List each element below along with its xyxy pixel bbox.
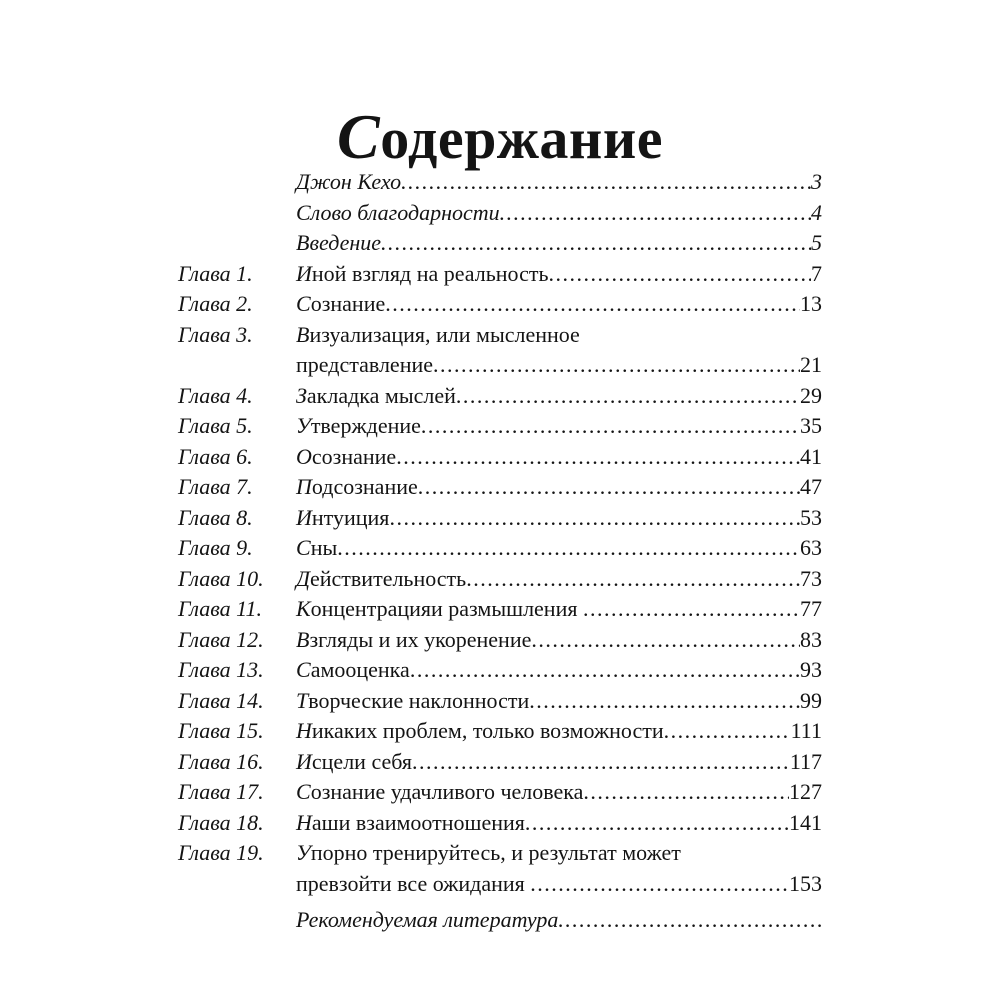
chapter-label: Глава 19. bbox=[178, 840, 264, 865]
title-initial: З bbox=[296, 382, 307, 408]
dot-leader bbox=[418, 472, 800, 503]
chapter-label: Глава 11. bbox=[178, 596, 262, 621]
dot-leader bbox=[531, 625, 800, 656]
toc-entry-title bbox=[296, 442, 396, 473]
toc-page-number: 141 bbox=[789, 809, 822, 835]
toc-chapter-item[interactable] bbox=[178, 381, 822, 412]
toc-entry-title-continued: представление bbox=[296, 352, 434, 377]
dot-leader bbox=[421, 411, 800, 442]
toc-page-number: 53 bbox=[800, 504, 822, 530]
dot-leader bbox=[530, 869, 789, 900]
chapter-label: Глава 9. bbox=[178, 535, 253, 560]
toc-entry-title-continued: превзойти все ожидания bbox=[296, 870, 531, 896]
toc-entry-title bbox=[296, 808, 525, 839]
chapter-label: Глава 13. bbox=[178, 657, 264, 682]
toc-chapter-item[interactable] bbox=[178, 472, 822, 503]
toc-entry-title bbox=[296, 716, 664, 747]
toc-entry-title bbox=[296, 686, 529, 717]
toc-page-number: 47 bbox=[800, 474, 822, 499]
title-initial: И bbox=[296, 504, 312, 530]
title-initial: О bbox=[296, 443, 312, 469]
toc-page-number: 83 bbox=[800, 626, 822, 652]
chapter-label: Глава 2. bbox=[178, 291, 253, 316]
title-initial: С bbox=[296, 657, 311, 682]
title-initial: Н bbox=[296, 809, 312, 835]
toc-page-number: 111 bbox=[790, 718, 822, 743]
toc-page-number: 117 bbox=[789, 748, 822, 774]
dot-leader bbox=[401, 167, 811, 198]
title-rest: сцели себя bbox=[311, 748, 413, 774]
toc-chapter-item[interactable] bbox=[178, 442, 822, 473]
toc-chapter-item[interactable] bbox=[178, 625, 822, 656]
title-rest: аши взаимоотношения bbox=[311, 809, 525, 835]
chapter-label: Глава 4. bbox=[178, 382, 253, 408]
toc-entry-title bbox=[296, 594, 583, 625]
toc-entry-title bbox=[296, 625, 531, 656]
toc-front-matter-item[interactable] bbox=[178, 167, 822, 198]
chapter-label: Глава 18. bbox=[178, 809, 264, 835]
title-rest: изуализация, или мысленное bbox=[309, 321, 580, 347]
toc-page-number: 3 bbox=[811, 169, 822, 194]
title-rest: ознание удачливого человека bbox=[310, 779, 584, 804]
dot-leader bbox=[410, 655, 800, 686]
title-rest: ны bbox=[310, 535, 338, 560]
toc-entry-title bbox=[296, 777, 583, 808]
title-rest: одержание bbox=[380, 105, 663, 171]
toc-entry-title bbox=[296, 472, 418, 503]
chapter-label: Глава 5. bbox=[178, 413, 253, 438]
toc-entry-title: Введение bbox=[296, 230, 382, 255]
dot-leader bbox=[389, 503, 800, 534]
toc-front-matter-item[interactable] bbox=[178, 228, 822, 259]
title-rest: ворческие наклонности bbox=[308, 687, 530, 713]
title-initial: П bbox=[296, 474, 312, 499]
toc-chapter-item[interactable] bbox=[178, 716, 822, 747]
toc-entry-title bbox=[296, 503, 389, 534]
title-rest: ной взгляд на реальность bbox=[311, 260, 549, 286]
title-initial: У bbox=[296, 413, 311, 438]
toc-back-matter-item[interactable] bbox=[178, 905, 822, 936]
title-initial: У bbox=[296, 840, 311, 865]
toc-page-number: 5 bbox=[811, 230, 822, 255]
toc-entry-title bbox=[296, 289, 385, 320]
toc-chapter-item[interactable] bbox=[178, 655, 822, 686]
title-initial: С bbox=[296, 535, 311, 560]
title-initial: Т bbox=[296, 687, 309, 713]
toc-entry-title bbox=[296, 411, 421, 442]
toc-page-number: 4 bbox=[811, 199, 822, 225]
title-initial: Д bbox=[296, 565, 310, 591]
toc-page-number: 73 bbox=[800, 565, 822, 591]
toc-page-number: 7 bbox=[811, 260, 822, 286]
toc-entry-title bbox=[296, 259, 549, 290]
toc-entry-title bbox=[296, 747, 412, 778]
dot-leader bbox=[385, 289, 800, 320]
toc-front-matter-item[interactable] bbox=[178, 198, 822, 229]
toc-page-number: 21 bbox=[800, 352, 822, 377]
toc-entry-title bbox=[296, 564, 466, 595]
toc-chapter-item[interactable] bbox=[178, 320, 822, 381]
title-rest: тверждение bbox=[310, 413, 421, 438]
dot-leader bbox=[396, 442, 800, 473]
title-rest: сознание bbox=[311, 443, 397, 469]
dot-leader bbox=[583, 777, 789, 808]
title-initial: И bbox=[296, 260, 312, 286]
chapter-label: Глава 17. bbox=[178, 779, 264, 804]
toc-page-number: 77 bbox=[800, 596, 822, 621]
toc-entry-title bbox=[296, 381, 456, 412]
toc-chapter-item[interactable] bbox=[178, 411, 822, 442]
toc-chapter-item[interactable] bbox=[178, 777, 822, 808]
dot-leader bbox=[549, 259, 812, 290]
chapter-label: Глава 3. bbox=[178, 321, 253, 347]
toc-entry-title: Рекомендуемая литература bbox=[296, 907, 559, 932]
chapter-label: Глава 10. bbox=[178, 565, 264, 591]
title-initial: С bbox=[337, 100, 381, 172]
toc-entry-title: Слово благодарности bbox=[296, 199, 500, 225]
toc-page-number: 99 bbox=[800, 687, 822, 713]
toc-chapter-item[interactable] bbox=[178, 564, 822, 595]
toc-chapter-item[interactable] bbox=[178, 594, 822, 625]
title-rest: ействительность bbox=[310, 565, 467, 591]
chapter-label: Глава 15. bbox=[178, 718, 264, 743]
toc-page-number: 93 bbox=[800, 657, 822, 682]
dot-leader bbox=[381, 228, 811, 259]
title-rest: нтуиция bbox=[311, 504, 390, 530]
toc-chapter-item[interactable] bbox=[178, 747, 822, 778]
title-rest: ознание bbox=[310, 291, 386, 316]
dot-leader bbox=[337, 533, 800, 564]
toc-page-number: 153 bbox=[789, 870, 822, 896]
table-of-contents bbox=[178, 167, 822, 936]
dot-leader bbox=[525, 808, 789, 839]
chapter-label: Глава 14. bbox=[178, 687, 264, 713]
dot-leader bbox=[466, 564, 800, 595]
dot-leader bbox=[529, 686, 800, 717]
title-initial: В bbox=[296, 626, 310, 652]
toc-chapter-item[interactable] bbox=[178, 686, 822, 717]
toc-page-number: 35 bbox=[800, 413, 822, 438]
toc-chapter-item[interactable] bbox=[178, 289, 822, 320]
dot-leader bbox=[500, 198, 811, 229]
toc-page-number: 29 bbox=[800, 382, 822, 408]
chapter-label: Глава 8. bbox=[178, 504, 253, 530]
toc-entry-title bbox=[296, 840, 681, 865]
title-rest: одсознание bbox=[311, 474, 418, 499]
toc-chapter-item[interactable] bbox=[178, 533, 822, 564]
toc-entry-title bbox=[296, 533, 337, 564]
title-rest: икаких проблем, только возможности bbox=[311, 718, 664, 743]
toc-chapter-item[interactable] bbox=[178, 838, 822, 899]
chapter-label: Глава 1. bbox=[178, 260, 253, 286]
dot-leader bbox=[583, 594, 800, 625]
toc-entry-title bbox=[296, 655, 410, 686]
dot-leader bbox=[433, 350, 800, 381]
title-initial: С bbox=[296, 779, 311, 804]
title-initial: С bbox=[296, 291, 311, 316]
dot-leader bbox=[412, 747, 790, 778]
toc-page-number: 41 bbox=[800, 443, 822, 469]
title-rest: згляды и их укоренение bbox=[309, 626, 532, 652]
dot-leader bbox=[664, 716, 791, 747]
toc-chapter-item[interactable] bbox=[178, 503, 822, 534]
title-initial: В bbox=[296, 321, 310, 347]
toc-chapter-item[interactable] bbox=[178, 808, 822, 839]
chapter-label: Глава 12. bbox=[178, 626, 264, 652]
toc-page-number: 127 bbox=[789, 779, 822, 804]
chapter-label: Глава 16. bbox=[178, 748, 264, 774]
toc-entry-title bbox=[296, 322, 580, 347]
toc-entry-title: Джон Кехо bbox=[296, 169, 402, 194]
title-rest: онцентрацияи размышления bbox=[310, 596, 583, 621]
toc-page-number: 13 bbox=[800, 291, 822, 316]
title-rest: амооценка bbox=[310, 657, 410, 682]
dot-leader bbox=[558, 905, 822, 936]
title-rest: порно тренируйтесь, и результат может bbox=[310, 840, 681, 865]
title-rest: акладка мыслей bbox=[306, 382, 456, 408]
title-initial: Н bbox=[296, 718, 312, 743]
chapter-label: Глава 6. bbox=[178, 443, 253, 469]
title-initial: И bbox=[296, 748, 312, 774]
title-initial: К bbox=[296, 596, 311, 621]
chapter-label: Глава 7. bbox=[178, 474, 253, 499]
toc-page-number: 63 bbox=[800, 535, 822, 560]
dot-leader bbox=[456, 381, 800, 412]
toc-chapter-item[interactable] bbox=[178, 259, 822, 290]
